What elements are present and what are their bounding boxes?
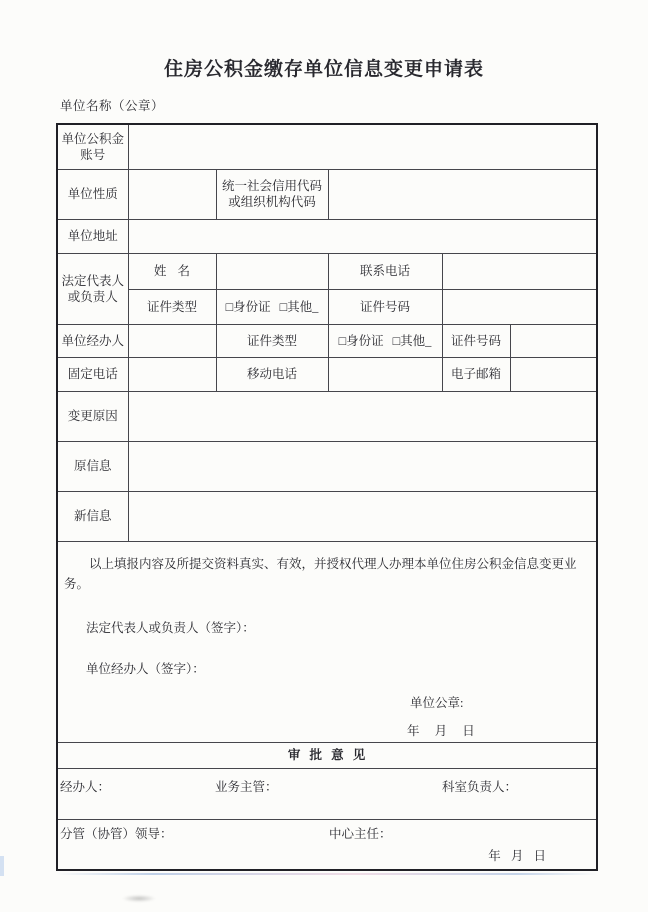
original-info-value-cell bbox=[128, 441, 597, 491]
declaration-box bbox=[58, 542, 596, 741]
credit-code-label-line2: 或组织机构代码 bbox=[228, 195, 316, 209]
director-label: 中心主任： bbox=[329, 826, 392, 841]
credit-code-label-line1: 统一社会信用代码 bbox=[221, 179, 322, 193]
account-label-cell bbox=[57, 124, 128, 169]
approval-date-label: 年 月 日 bbox=[488, 848, 547, 863]
row-declaration bbox=[57, 541, 597, 742]
nature-value-cell bbox=[128, 169, 216, 219]
agent-id-number-value-cell bbox=[510, 324, 597, 357]
legal-rep-id-type-label-cell: 证件类型 bbox=[128, 289, 216, 324]
approval-line1-cell bbox=[57, 768, 597, 819]
legal-rep-name-label-cell: 姓 名 bbox=[128, 253, 216, 289]
application-form-table bbox=[56, 123, 598, 871]
legal-rep-label-line1: 法定代表人 bbox=[61, 273, 124, 288]
agent-signature-label: 单位经办人（签字）： bbox=[86, 661, 205, 676]
unit-seal-label: 单位公章: bbox=[410, 695, 464, 710]
credit-code-value-cell bbox=[328, 169, 597, 219]
agent-id-type-options-cell bbox=[328, 324, 442, 357]
new-info-value-cell bbox=[128, 491, 597, 541]
declaration-date-label: 年 月 日 bbox=[407, 723, 475, 738]
checkbox-other-option: □其他_ bbox=[279, 299, 319, 314]
email-value-cell bbox=[510, 357, 597, 391]
scan-artifact-smudge bbox=[122, 895, 156, 902]
row-contact bbox=[57, 357, 597, 391]
row-approval-1 bbox=[57, 768, 597, 819]
address-label-cell: 单位地址 bbox=[57, 219, 128, 253]
row-legal-rep-name bbox=[57, 253, 597, 289]
legal-rep-phone-value-cell bbox=[442, 253, 597, 289]
row-original-info bbox=[57, 441, 597, 491]
checkbox-idcard-option: □身份证 bbox=[338, 333, 384, 348]
scan-artifact-bottom-fringe bbox=[56, 873, 598, 875]
approval-header: 审 批 意 见 bbox=[57, 742, 597, 768]
legal-rep-phone-label-cell: 联系电话 bbox=[328, 253, 442, 289]
checkbox-idcard-option: □身份证 bbox=[225, 299, 271, 314]
legal-rep-id-number-label-cell: 证件号码 bbox=[328, 289, 442, 324]
row-approval-2 bbox=[57, 819, 597, 870]
agent-label-cell: 单位经办人 bbox=[57, 324, 128, 357]
email-label-cell: 电子邮箱 bbox=[442, 357, 510, 391]
approval-line2-box bbox=[58, 820, 596, 869]
row-legal-rep-id bbox=[57, 289, 597, 324]
legal-rep-label-line2: 或负责人 bbox=[67, 289, 118, 304]
new-info-label-cell: 新信息 bbox=[57, 491, 128, 541]
row-nature bbox=[57, 169, 597, 219]
legal-rep-id-number-value-cell bbox=[442, 289, 597, 324]
legal-rep-signature-label: 法定代表人或负责人（签字）： bbox=[86, 620, 255, 635]
unit-name-seal-label: 单位名称（公章） bbox=[60, 99, 165, 113]
mobile-phone-value-cell bbox=[328, 357, 442, 391]
row-address bbox=[57, 219, 597, 253]
original-info-label-cell: 原信息 bbox=[57, 441, 128, 491]
nature-label-cell: 单位性质 bbox=[57, 169, 128, 219]
declaration-cell bbox=[57, 541, 597, 742]
section-chief-label: 科室负责人： bbox=[442, 779, 518, 794]
change-reason-label-cell: 变更原因 bbox=[57, 391, 128, 441]
fixed-phone-label-cell: 固定电话 bbox=[57, 357, 128, 391]
supervisor-label: 业务主管： bbox=[215, 779, 278, 794]
row-approval-header bbox=[57, 742, 597, 768]
row-change-reason bbox=[57, 391, 597, 441]
declaration-text: 以上填报内容及所提交资料真实、有效，并授权代理人办理本单位住房公积金信息变更业务。 bbox=[64, 556, 577, 591]
legal-rep-name-value-cell bbox=[216, 253, 328, 289]
page-title: 住房公积金缴存单位信息变更申请表 bbox=[163, 59, 484, 80]
agent-name-value-cell bbox=[128, 324, 216, 357]
fixed-phone-value-cell bbox=[128, 357, 216, 391]
legal-rep-label-cell bbox=[57, 253, 128, 324]
agent-id-type-label-cell: 证件类型 bbox=[216, 324, 328, 357]
change-reason-value-cell bbox=[128, 391, 597, 441]
account-label-line2: 账号 bbox=[80, 147, 106, 162]
account-label-line1: 单位公积金 bbox=[61, 131, 124, 146]
mobile-phone-label-cell: 移动电话 bbox=[216, 357, 328, 391]
credit-code-label-cell bbox=[216, 169, 328, 219]
agent-id-number-label-cell: 证件号码 bbox=[442, 324, 510, 357]
handler-label: 经办人： bbox=[60, 779, 111, 794]
address-value-cell bbox=[128, 219, 597, 253]
checkbox-other-option: □其他_ bbox=[392, 333, 432, 348]
account-value-cell bbox=[128, 124, 597, 169]
row-new-info bbox=[57, 491, 597, 541]
row-agent bbox=[57, 324, 597, 357]
approval-line1-box bbox=[58, 769, 596, 818]
legal-rep-id-type-options-cell bbox=[216, 289, 328, 324]
leader-label: 分管（协管）领导： bbox=[60, 826, 173, 841]
row-account bbox=[57, 124, 597, 169]
scan-artifact-left-tick bbox=[0, 856, 4, 876]
approval-line2-cell bbox=[57, 819, 597, 870]
